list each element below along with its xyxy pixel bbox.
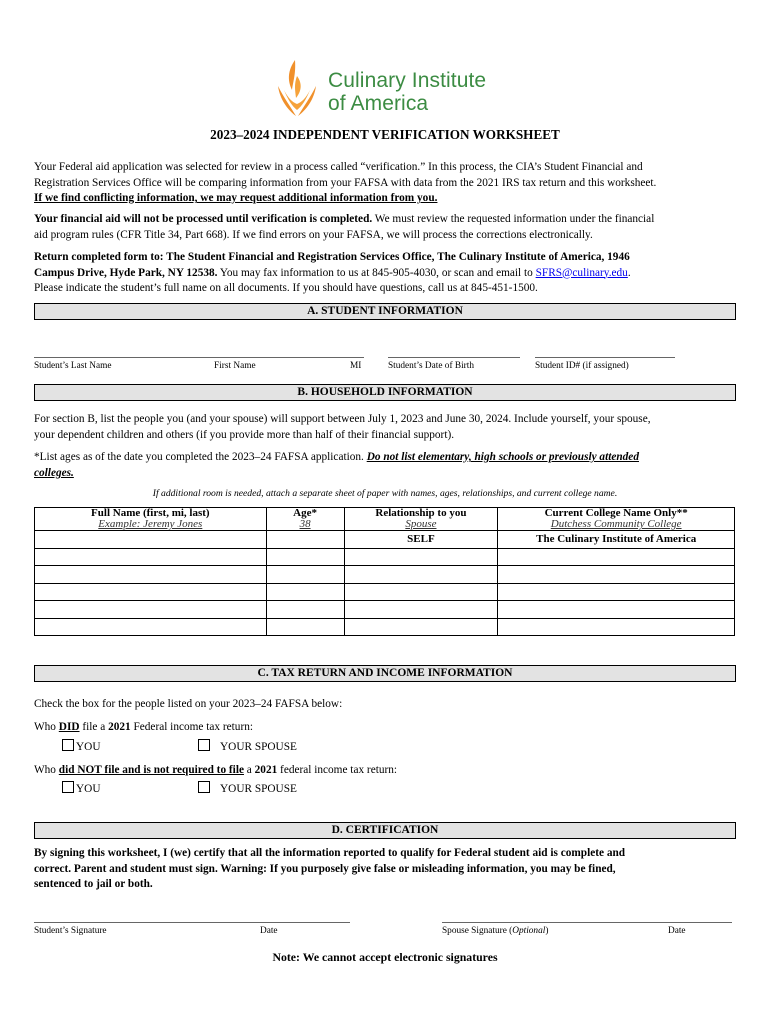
section-b-instructions bbox=[34, 412, 746, 443]
exclusion-note: Do not list elementary, high schools or previously attended bbox=[366, 451, 639, 463]
table-cell[interactable] bbox=[498, 601, 735, 619]
section-c-header: C. TAX RETURN AND INCOME INFORMATION bbox=[34, 665, 736, 682]
table-cell[interactable] bbox=[266, 548, 344, 566]
did-file-question: Who DID file a 2021 Federal income tax return: bbox=[34, 721, 253, 733]
instruction-line: your dependent children and others (if you provide more than half of their financial support). bbox=[34, 428, 455, 441]
additional-room-note: If additional room is needed, attach a separate sheet of paper with names, ages, relationships, and current college name. bbox=[152, 488, 618, 499]
intro-paragraph-1 bbox=[34, 160, 744, 207]
spouse-signature-label: Spouse Signature (Optional) bbox=[442, 926, 549, 936]
col-relationship: Relationship to you Spouse bbox=[344, 508, 498, 531]
table-cell[interactable] bbox=[266, 566, 344, 584]
example-college: Dutchess Community College bbox=[550, 518, 682, 530]
table-cell[interactable] bbox=[266, 618, 344, 636]
table-cell-self: SELF bbox=[344, 531, 498, 549]
section-b-header: B. HOUSEHOLD INFORMATION bbox=[34, 384, 736, 401]
table-cell[interactable] bbox=[35, 601, 267, 619]
not-file-you-option bbox=[62, 781, 100, 798]
intro-line: aid program rules (CFR Title 34, Part 668). If we find errors on your FAFSA, we will process the corrections electronically. bbox=[34, 228, 593, 241]
table-cell[interactable] bbox=[35, 566, 267, 584]
processing-warning: Your financial aid will not be processed until verification is completed. bbox=[34, 213, 373, 225]
table-cell[interactable] bbox=[498, 618, 735, 636]
table-cell[interactable] bbox=[35, 548, 267, 566]
table-cell[interactable] bbox=[344, 548, 498, 566]
table-row bbox=[35, 566, 735, 584]
table-row bbox=[35, 548, 735, 566]
table-cell[interactable] bbox=[35, 531, 267, 549]
section-c-intro: Check the box for the people listed on your 2023–24 FAFSA below: bbox=[34, 698, 343, 710]
table-cell[interactable] bbox=[266, 531, 344, 549]
intro-line: Your Federal aid application was selected for review in a process called “verification.” In this process, the CIA’s Student Financial and bbox=[34, 161, 643, 173]
instruction-text: *List ages as of the date you completed the 2023–24 FAFSA application. bbox=[34, 451, 367, 463]
did-file-you-option bbox=[62, 739, 100, 756]
did-not-file-emphasis: did NOT file and is not required to file bbox=[58, 764, 244, 776]
table-row bbox=[35, 601, 735, 619]
you-filed-checkbox[interactable] bbox=[62, 739, 74, 751]
logo-line2: of America bbox=[328, 92, 429, 115]
intro-text: We must review the requested information under the financial bbox=[372, 213, 655, 225]
table-cell-college: The Culinary Institute of America bbox=[498, 531, 735, 549]
table-cell[interactable] bbox=[498, 566, 735, 584]
certification-text bbox=[34, 846, 746, 893]
tax-year: 2021 bbox=[108, 721, 131, 733]
intro-paragraph-3 bbox=[34, 250, 744, 297]
student-signature-line[interactable] bbox=[34, 922, 350, 923]
intro-line: Please indicate the student’s full name on all documents. If you should have questions, call us at 845-451-1500. bbox=[34, 282, 538, 294]
age-instructions bbox=[34, 450, 746, 481]
example-age: 38 bbox=[299, 518, 311, 530]
spouse-not-filed-checkbox[interactable] bbox=[198, 781, 210, 793]
household-table bbox=[34, 507, 735, 636]
intro-line: Registration Services Office will be comparing information from your FAFSA with data from the 2021 IRS tax return and this worksheet. bbox=[34, 176, 657, 189]
table-cell[interactable] bbox=[35, 583, 267, 601]
did-not-file-question: Who did NOT file and is not required to file a 2021 federal income tax return: bbox=[34, 764, 398, 776]
table-cell[interactable] bbox=[266, 601, 344, 619]
table-row bbox=[35, 583, 735, 601]
table-cell[interactable] bbox=[498, 583, 735, 601]
table-row bbox=[35, 618, 735, 636]
example-relationship: Spouse bbox=[405, 518, 437, 530]
intro-warning: If we find conflicting information, we may request additional information from you. bbox=[34, 192, 438, 204]
student-signature-label: Student’s Signature bbox=[34, 926, 107, 936]
cert-line: correct. Parent and student must sign. Warning: If you purposely give false or misleading information, you may be fined, bbox=[34, 862, 616, 875]
table-header-row bbox=[35, 508, 735, 531]
col-age: Age* 38 bbox=[266, 508, 344, 531]
exclusion-note-cont: colleges. bbox=[34, 466, 74, 479]
tax-year: 2021 bbox=[254, 764, 278, 776]
table-cell[interactable] bbox=[35, 618, 267, 636]
not-file-spouse-option bbox=[198, 781, 297, 798]
section-a-header: A. STUDENT INFORMATION bbox=[34, 303, 736, 320]
spouse-signature-line[interactable] bbox=[442, 922, 732, 923]
spouse-date-label: Date bbox=[668, 926, 686, 936]
intro-text: . bbox=[627, 266, 631, 279]
example-name: Example: Jeremy Jones bbox=[98, 518, 203, 530]
student-id-label: Student ID# (if assigned) bbox=[535, 361, 629, 371]
table-cell[interactable] bbox=[344, 566, 498, 584]
did-emphasis: DID bbox=[58, 721, 80, 733]
did-file-spouse-option bbox=[198, 739, 297, 756]
mi-label: MI bbox=[350, 361, 362, 371]
section-d-header: D. CERTIFICATION bbox=[34, 822, 736, 839]
student-id-line[interactable] bbox=[535, 357, 675, 358]
spouse-label: YOUR SPOUSE bbox=[220, 741, 297, 753]
dob-line[interactable] bbox=[388, 357, 520, 358]
table-row-self bbox=[35, 531, 735, 549]
cert-line: sentenced to jail or both. bbox=[34, 878, 153, 890]
spouse-label: YOUR SPOUSE bbox=[220, 783, 297, 795]
intro-paragraph-2 bbox=[34, 212, 744, 243]
spouse-filed-checkbox[interactable] bbox=[198, 739, 210, 751]
cia-logo bbox=[274, 56, 504, 118]
student-date-label: Date bbox=[260, 926, 278, 936]
page-title: 2023–2024 INDEPENDENT VERIFICATION WORKSHEET bbox=[210, 127, 560, 142]
table-cell[interactable] bbox=[344, 618, 498, 636]
table-cell[interactable] bbox=[498, 548, 735, 566]
col-full-name: Full Name (first, mi, last) Example: Jeremy Jones bbox=[35, 508, 267, 531]
table-cell[interactable] bbox=[344, 583, 498, 601]
you-not-filed-checkbox[interactable] bbox=[62, 781, 74, 793]
you-label: YOU bbox=[76, 783, 101, 795]
cert-line: By signing this worksheet, I (we) certify that all the information reported to qualify for Federal student aid is complete and bbox=[34, 847, 626, 859]
table-cell[interactable] bbox=[266, 583, 344, 601]
email-link[interactable]: SFRS@culinary.edu bbox=[535, 266, 628, 279]
intro-text: You may fax information to us at 845-905-4030, or scan and email to bbox=[217, 266, 536, 279]
return-address-cont: Campus Drive, Hyde Park, NY 12538. bbox=[34, 266, 218, 279]
electronic-signature-note: Note: We cannot accept electronic signatures bbox=[272, 950, 498, 964]
return-address: Return completed form to: The Student Financial and Registration Services Office, The Culinary Institute of America, 1946 bbox=[34, 251, 630, 263]
first-name-label: First Name bbox=[214, 361, 256, 371]
col-college: Current College Name Only** Dutchess Community College bbox=[498, 508, 735, 531]
logo-line1: Culinary Institute bbox=[328, 69, 487, 92]
instruction-line: For section B, list the people you (and your spouse) will support between July 1, 2023 and June 30, 2024. Include yourself, your spouse, bbox=[34, 413, 651, 425]
flame-icon bbox=[274, 56, 320, 118]
dob-label: Student’s Date of Birth bbox=[388, 361, 474, 371]
last-name-label: Student’s Last Name bbox=[34, 361, 112, 371]
name-line[interactable] bbox=[34, 357, 364, 358]
you-label: YOU bbox=[76, 741, 101, 753]
table-cell[interactable] bbox=[344, 601, 498, 619]
